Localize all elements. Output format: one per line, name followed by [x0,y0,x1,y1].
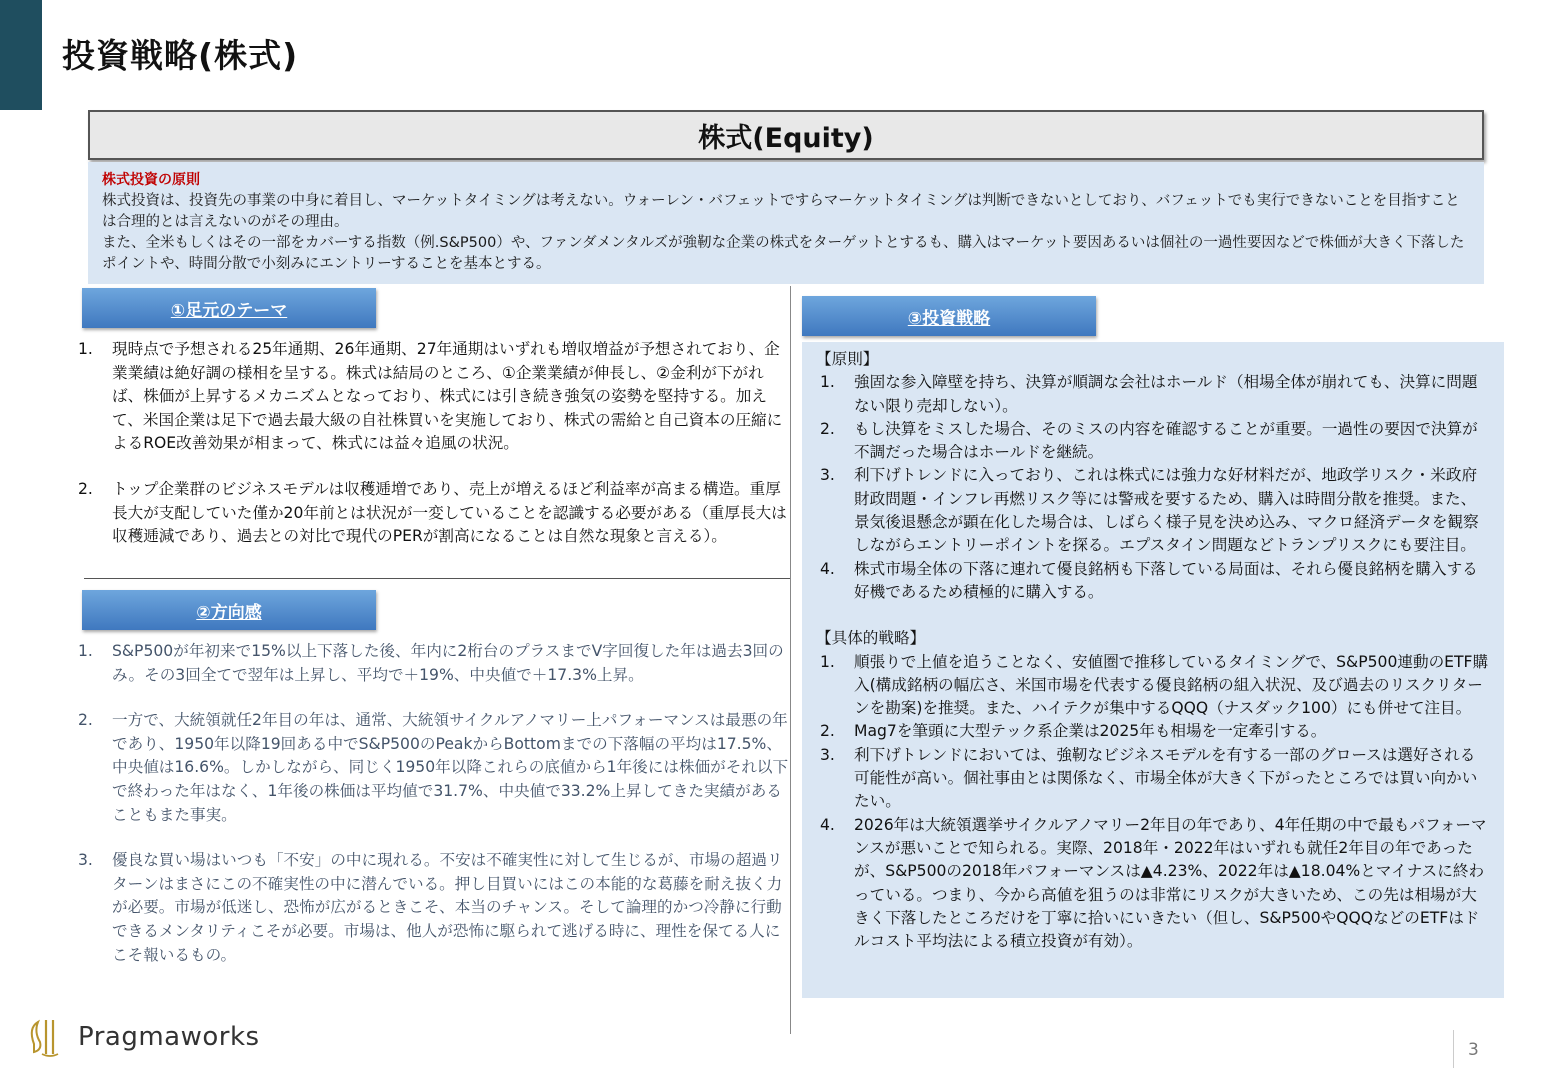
footer-divider [1453,1030,1454,1068]
principle-line-1: 株式投資は、投資先の事業の中身に着目し、マーケットタイミングは考えない。ウォーレン・バフェットですらマーケットタイミングは判断できないとしており、バフェットでも実行できないことを目指すことは合理的とは言えないのがその理由。 [102,193,1460,230]
list-item [78,640,790,687]
list-item [78,709,790,827]
list-item [816,558,1490,605]
list-text: 強固な参入障壁を持ち、決算が順調な会社はホールド（相場全体が崩れても、決算に問題ない限り売却しない）。 [854,373,1478,415]
list-text: もし決算をミスした場合、そのミスの内容を確認することが重要。一過性の要因で決算が不調だった場合はホールドを継続。 [854,419,1478,462]
principle-heading: 株式投資の原則 [102,172,200,188]
list-number: 1. [78,340,93,358]
list-text: 利下げトレンドに入っており、これは株式には強力な好材料だが、地政学リスク・米政府財政問題・インフレ再燃リスク等には警戒を要するため、購入は時間分散を推奨。また、景気後退懸念が顕在化した場合は、しばらく様子見を決め込み、マクロ経済データを観察しながらエントリーポイントを探る。エプスタイン問題などトランプリスクにも要注目。 [854,466,1479,555]
list-text: S&P500が年初来で15%以上下落した後、年内に2桁台のプラスまでV字回復した年は過去3回のみ。その3回全てで翌年は上昇し、平均で＋19%、中央値で＋17.3%上昇。 [112,642,784,684]
list-number: 3. [820,466,835,485]
direction-list [78,640,790,989]
list-text: 現時点で予想される25年通期、26年通期、27年通期はいずれも増収増益が予想されており、企業業績は絶好調の様相を呈する。株式は結局のところ、①企業業績が伸長し、②金利が下がれば、株価が上昇するメカニズムとなっており、株式には引き続き強気の姿勢を堅持する。加えて、米国企業は足下で過去最大級の自社株買いを実施しており、株式の需給と自己資本の圧縮によるROE改善効果が相まって、株式には益々追風の状況。 [112,340,783,453]
strategy-concrete-list [816,651,1490,954]
list-number: 1. [78,642,93,660]
brand-name: Pragmaworks [78,1022,260,1052]
list-number: 2. [820,722,835,741]
list-number: 4. [820,559,835,578]
section-divider [84,578,790,579]
list-item [816,464,1490,557]
list-item [78,338,790,456]
strategy-box [802,342,1504,998]
list-text: Mag7を筆頭に大型テック系企業は2025年も相場を一定牽引する。 [854,722,1327,741]
list-item [816,744,1490,814]
strategy-principle-heading: 【原則】 [816,350,879,368]
list-number: 3. [820,745,835,764]
list-number: 1. [820,373,835,392]
column-divider [790,286,791,1034]
strategy-concrete-heading: 【具体的戦略】 [816,629,926,648]
theme-section-label: ①足元のテーマ [82,288,376,328]
list-text: 一方で、大統領就任2年目の年は、通常、大統領サイクルアノマリー上パフォーマンスは最悪の年であり、1950年以降19回ある中でS&P500のPeakからBottomまでの下落幅の平均は17.5%、中央値は16.6%。しかしながら、同じく1950年以降これらの底値から1年後には株価がそれ以下で終わった年はなく、1年後の株価は平均値で31.7%、中央値で33.2%上昇してきた実績があることもまた事実。 [112,711,789,824]
list-item [816,651,1490,721]
corner-accent-bar [0,0,42,110]
list-item [78,478,790,549]
equity-header: 株式(Equity) [88,110,1484,160]
list-item [78,849,790,967]
list-number: 3. [78,851,93,870]
list-text: 順張りで上値を追うことなく、安値圏で推移しているタイミングで、S&P500連動のETF購入(構成銘柄の幅広さ、米国市場を代表する優良銘柄の組入状況、及び過去のリスクリターンを勘案)を推奨。また、ハイテクが集中するQQQ（ナスダック100）にも併せて注目。 [854,652,1489,718]
list-item [816,814,1490,954]
page-title: 投資戦略(株式) [62,36,299,75]
list-number: 2. [78,479,93,498]
list-number: 1. [820,652,835,671]
list-text: トップ企業群のビジネスモデルは収穫逓増であり、売上が増えるほど利益率が高まる構造。重厚長大が支配していた僅か20年前とは状況が一変していることを認識する必要がある（重厚長大は収穫逓減であり、過去との対比で現代のPERが割高になることは自然な現象と言える）。 [112,479,787,546]
list-item [816,371,1490,418]
list-text: 2026年は大統領選挙サイクルアノマリー2年目の年であり、4年任期の中で最もパフォーマンスが悪いことで知られる。実際、2018年・2022年はいずれも就任2年目の年であったが、S&P500の2018年パフォーマンスは▲4.23%、2022年は▲18.04%とマイナスに終わっている。つまり、今から高値を狙うのは非常にリスクが大きいため、この先は相場が大きく下落したところだけを丁寧に拾いにいきたい（但し、S&P500やQQQなどのETFはドルコスト平均法による積立投資が有効）。 [854,815,1487,951]
list-text: 優良な買い場はいつも「不安」の中に現れる。不安は不確実性に対して生じるが、市場の超過リターンはまさにこの不確実性の中に潜んでいる。押し目買いにはこの本能的な葛藤を耐え抜く力が必要。市場が低迷し、恐怖が広がるときこそ、本当のチャンス。そして論理的かつ冷静に行動できるメンタリティこそが必要。市場は、他人が恐怖に駆られて逃げる時に、理性を保てる人にこそ報いるもの。 [112,851,783,964]
strategy-principle-list [816,371,1490,604]
direction-section-label: ②方向感 [82,590,376,630]
list-number: 2. [78,711,93,730]
list-number: 2. [820,419,835,438]
list-text: 利下げトレンドにおいては、強靭なビジネスモデルを有する一部のグロースは選好される可能性が高い。個社事由とは関係なく、市場全体が大きく下がったところでは買い向かいたい。 [854,745,1478,811]
equity-principle-box [88,162,1484,284]
strategy-section-label: ③投資戦略 [802,296,1096,336]
principle-line-2: また、全米もしくはその一部をカバーする指数（例.S&P500）や、ファンダメンタルズが強靭な企業の株式をターゲットとするも、購入はマーケット要因あるいは個社の一過性要因などで株価が大きく下落したポイントや、時間分散で小刻みにエントリーすることを基本とする。 [102,235,1465,272]
list-item [816,720,1490,743]
list-item [816,418,1490,465]
list-number: 4. [820,815,835,834]
list-text: 株式市場全体の下落に連れて優良銘柄も下落している局面は、それら優良銘柄を購入する好機であるため積極的に購入する。 [854,559,1478,601]
page-number: 3 [1468,1040,1479,1060]
pragmaworks-logo-icon [24,1014,70,1060]
footer-logo [24,1014,260,1060]
theme-list [78,338,790,571]
